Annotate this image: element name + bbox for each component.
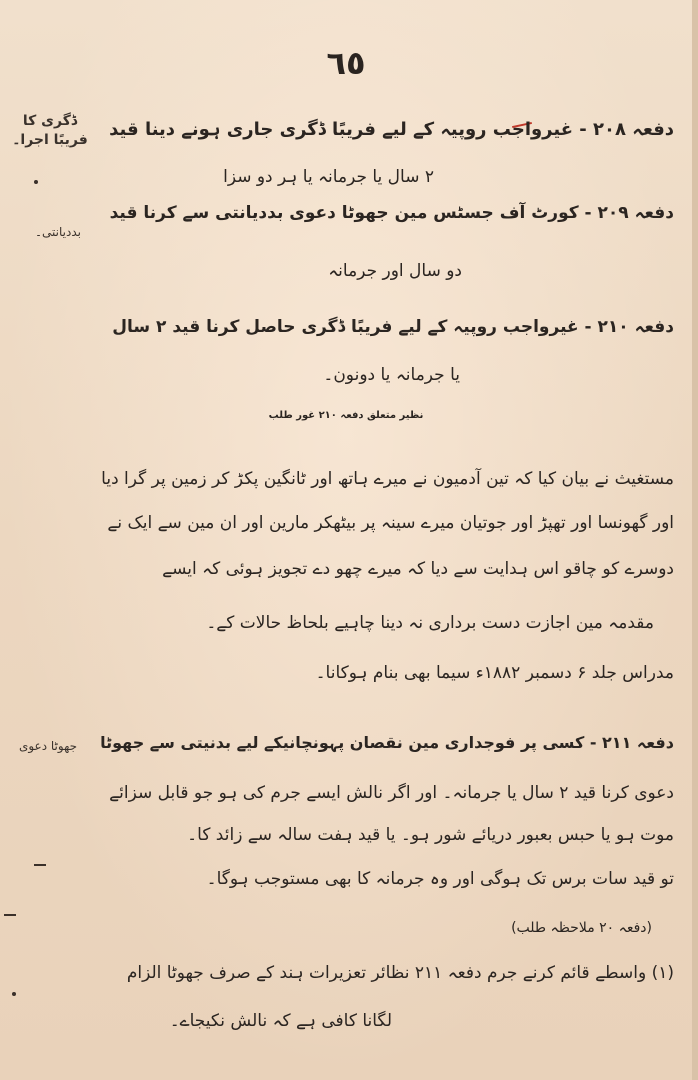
text-line: دعوی کرنا قید ۲ سال یا جرمانہ۔ اور اگر نالش ایسے جرم کی ہو جو قابل سزائے <box>109 783 674 803</box>
citation-line: مدراس جلد ۶ دسمبر ۱۸۸۲ء سیما بھی بنام ہوکانا۔ <box>315 663 674 683</box>
text-line: مستغیث نے بیان کیا کہ تین آدمیون نے میرے ہاتھ اور ٹانگین پکڑ کر زمین پر گرا دیا <box>101 469 674 489</box>
text-line: دوسرے کو چاقو اس ہدایت سے دیا کہ میرے چھو دے تجویز ہوئی کہ ایسے <box>162 559 674 579</box>
text-line-211: دفعہ ۲۱۱ - کسی پر فوجداری مین نقصان پہونچانیکے لیے بدنیتی سے جھوٹا <box>100 733 674 752</box>
text-line-210: دفعہ ۲۱۰ - غیرواجب روپیہ کے لیے فریبًا ڈگری حاصل کرنا قید ۲ سال <box>112 317 674 337</box>
margin-dot <box>12 992 16 996</box>
text-line: اور گھونسا اور تھپڑ اور جوتیان میرے سینہ پر بیٹھکر مارین اور ان مین سے ایک نے <box>107 513 674 533</box>
side-note-211: جھوٹا دعوی <box>18 739 78 753</box>
text-line: مقدمہ مین اجازت دست برداری نہ دینا چاہیے بلحاظ حالات کے۔ <box>206 613 654 633</box>
text-line: لگانا کافی ہے کہ نالش نکیجاے۔ <box>169 1011 392 1031</box>
text-line: دو سال اور جرمانہ <box>328 261 462 281</box>
margin-dot <box>34 180 38 184</box>
side-note-208: ڈگری کا فریبًا اجرا۔ <box>12 113 88 148</box>
reference-note: (دفعہ ۲۰ ملاحظہ طلب) <box>511 920 652 936</box>
page-number: ٦٥ <box>326 44 366 82</box>
margin-dash <box>4 914 16 916</box>
text-line: ۲ سال یا جرمانہ یا ہر دو سزا <box>223 167 434 187</box>
margin-dash <box>34 864 46 866</box>
side-note-209: بددیانتی۔ <box>35 225 81 239</box>
text-line: تو قید سات برس تک ہوگی اور وہ جرمانہ کا بھی مستوجب ہوگا۔ <box>206 869 674 889</box>
text-line: موت ہو یا حبس بعبور دریائے شور ہو۔ یا قید ہفت سالہ سے زائد کا۔ <box>187 825 674 845</box>
text-line: یا جرمانہ یا دونون۔ <box>323 365 460 385</box>
section-heading: نظیر متعلق دفعہ ۲۱۰ غور طلب <box>268 410 424 421</box>
text-line-208: دفعہ ۲۰۸ - غیرواجب روپیہ کے لیے فریبًا ڈگری جاری ہونے دینا قید <box>109 119 674 140</box>
text-line-209: دفعہ ۲۰۹ - کورٹ آف جسٹس مین جھوٹا دعوی بددیانتی سے کرنا قید <box>109 203 674 223</box>
text-line: (۱) واسطے قائم کرنے جرم دفعہ ۲۱۱ نظائر تعزیرات ہند کے صرف جھوٹا الزام <box>126 963 674 983</box>
